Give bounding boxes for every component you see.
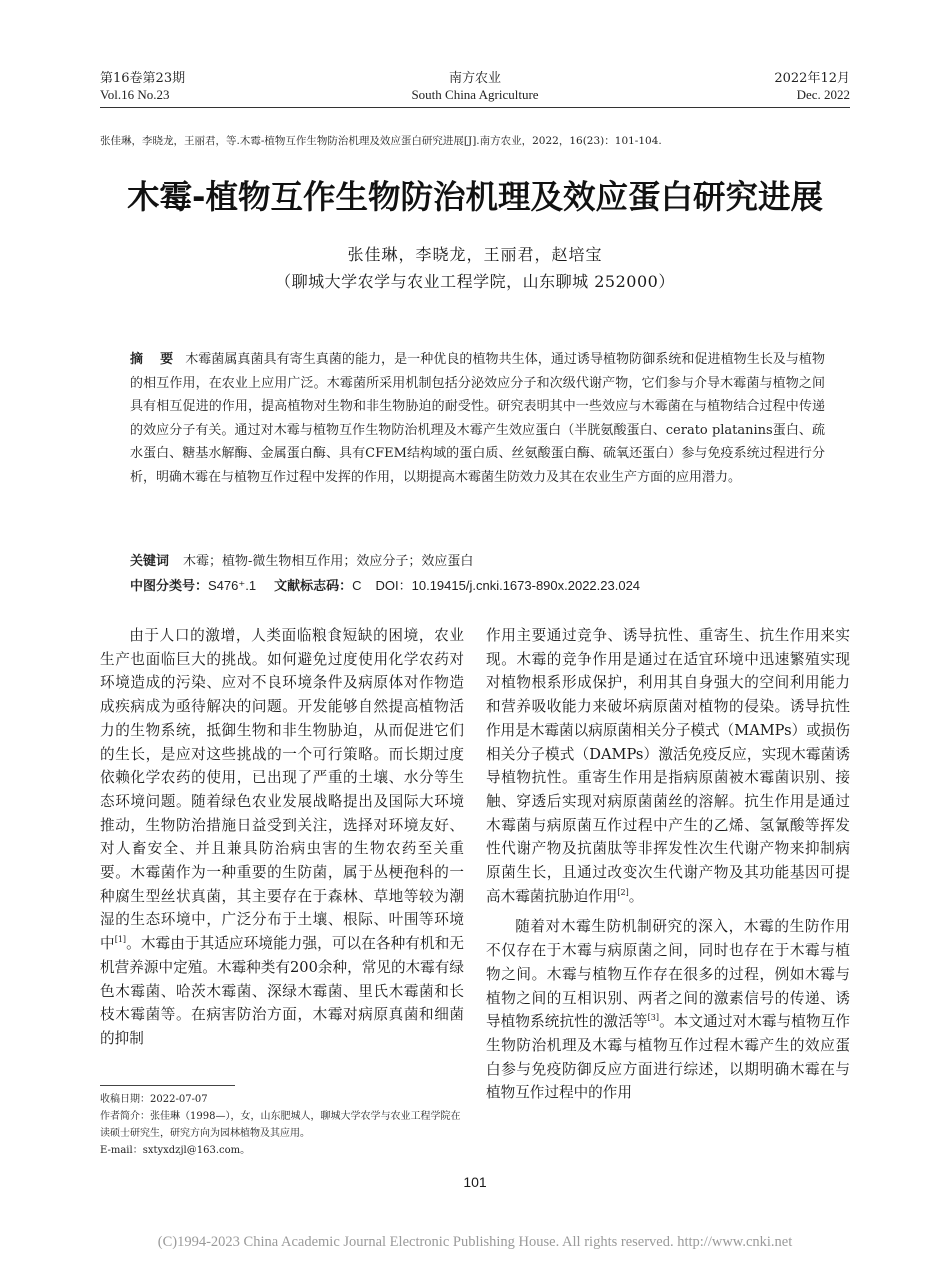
citation-line: 张佳琳，李晓龙，王丽君，等.木霉-植物互作生物防治机理及效应蛋白研究进展[J].南方农业，2022，16(23)：101-104. bbox=[100, 135, 662, 147]
classification-line bbox=[130, 575, 825, 598]
volume-cn: 第16卷第23期 bbox=[100, 71, 186, 86]
journal-volume bbox=[100, 71, 185, 103]
doc-code-value: C bbox=[352, 578, 362, 593]
body-text: 。 bbox=[628, 887, 644, 905]
clc-value: S476⁺.1 bbox=[208, 578, 257, 593]
body-text: 作用主要通过竞争、诱导抗性、重寄生、抗生作用来实现。木霉的竞争作用是通过在适宜环境中迅速繁殖实现对植物根系形成保护，利用其自身强大的空间利用能力和营养吸收能力来破坏病原菌对植物的侵染。诱导抗性作用是木霉菌以病原菌相关分子模式（MAMPs）或损伤相关分子模式（DAMPs）激活免疫反应，实现木霉菌诱导植物抗性。重寄生作用是指病原菌被木霉菌识别、接触、穿透后实现对病原菌菌丝的溶解。抗生作用是通过木霉菌与病原菌互作过程中产生的乙烯、氢氰酸等挥发性代谢产物及抗菌肽等非挥发性次生代谢产物来抑制病原菌生长，且通过改变次生代谢产物及其功能基因可提高木霉菌抗胁迫作用 bbox=[486, 627, 850, 905]
date-en: Dec. 2022 bbox=[796, 87, 850, 102]
reference-mark: [3] bbox=[647, 1013, 659, 1023]
footnote-author-bio: 作者简介：张佳琳（1998—），女，山东肥城人，聊城大学农学与农业工程学院在读硕士研究生，研究方向为园林植物及其应用。 bbox=[100, 1111, 461, 1139]
body-column-left bbox=[100, 624, 464, 1051]
date-cn: 2022年12月 bbox=[774, 71, 850, 86]
body-text: 随着对木霉生防机制研究的深入，木霉的生防作用不仅存在于木霉与病原菌之间，同时也存在于木霉与植物之间。木霉与植物互作存在很多的过程，例如木霉与植物之间的互相识别、两者之间的激素信号的传递、诱导植物系统抗性的激活等 bbox=[486, 918, 850, 1031]
body-paragraph bbox=[486, 915, 850, 1105]
affiliation: （聊城大学农学与农业工程学院，山东聊城 252000） bbox=[275, 272, 675, 291]
keywords-label: 关键词 bbox=[130, 554, 170, 569]
body-column-right bbox=[486, 624, 850, 1105]
reference-mark: [1] bbox=[114, 935, 127, 945]
volume-en: Vol.16 No.23 bbox=[100, 87, 170, 102]
abstract bbox=[130, 348, 825, 490]
keywords bbox=[130, 551, 825, 573]
body-paragraph bbox=[100, 624, 464, 1051]
copyright-watermark: (C)1994-2023 China Academic Journal Electronic Publishing House. All rights reserved. http://www.cnki.net bbox=[157, 1234, 793, 1250]
doi-label: DOI： bbox=[375, 578, 412, 593]
keywords-text: 木霉；植物-微生物相互作用；效应分子；效应蛋白 bbox=[183, 554, 474, 569]
body-text: 。木霉由于其适应环境能力强，可以在各种有机和无机营养源中定殖。木霉种类有200余种，常见的木霉有绿色木霉菌、哈茨木霉菌、深绿木霉菌、里氏木霉菌和长枝木霉菌等。在病害防治方面，木霉对病原真菌和细菌的抑制 bbox=[100, 935, 464, 1047]
journal-name-en: South China Agriculture bbox=[411, 87, 539, 102]
footnote-divider bbox=[100, 1085, 235, 1086]
author-list: 张佳琳，李晓龙，王丽君，赵培宝 bbox=[347, 245, 603, 264]
body-text: 。本文通过对木霉与植物互作生物防治机理及木霉与植物互作过程木霉产生的效应蛋白参与免疫防御反应方面进行综述，以期明确木霉在与植物互作过程中的作用 bbox=[486, 1013, 850, 1102]
reference-mark: [2] bbox=[617, 887, 629, 897]
paper-title: 木霉-植物互作生物防治机理及效应蛋白研究进展 bbox=[127, 178, 823, 216]
footnote-received: 收稿日期：2022-07-07 bbox=[100, 1094, 208, 1105]
journal-date bbox=[774, 71, 850, 103]
footnote-email: E-mail：sxtyxdzjl@163.com。 bbox=[100, 1145, 251, 1156]
body-paragraph bbox=[486, 624, 850, 908]
doc-code-label: 文献标志码： bbox=[274, 579, 353, 594]
clc-label: 中图分类号： bbox=[130, 579, 209, 594]
journal-name bbox=[375, 71, 575, 103]
doi-value: 10.19415/j.cnki.1673-890x.2022.23.024 bbox=[411, 578, 641, 593]
page-number: 101 bbox=[463, 1174, 487, 1190]
header-divider bbox=[100, 107, 850, 108]
abstract-label: 摘 要 bbox=[130, 352, 176, 367]
journal-name-cn: 南方农业 bbox=[448, 71, 501, 86]
body-text: 由于人口的激增，人类面临粮食短缺的困境，农业生产也面临巨大的挑战。如何避免过度使用化学农药对环境造成的污染、应对不良环境条件及病原体对作物造成疾病成为亟待解决的问题。开发能够自然提高植物活力的生物系统，抵御生物和非生物胁迫，从而促进它们的生长，是应对这些挑战的一个可行策略。而长期过度依赖化学农药的使用，已出现了严重的土壤、水分等生态环境问题。随着绿色农业发展战略提出及国际大环境推动，生物防治措施日益受到关注，选择对环境友好、对人畜安全、并且兼具防治病虫害的生物农药至关重要。木霉菌作为一种重要的生防菌，属于丛梗孢科的一种腐生型丝状真菌，其主要存在于森林、草地等较为潮湿的生态环境中，广泛分布于土壤、根际、叶围等环境中 bbox=[100, 627, 464, 953]
abstract-text: 木霉菌属真菌具有寄生真菌的能力，是一种优良的植物共生体，通过诱导植物防御系统和促进植物生长及与植物的相互作用，在农业上应用广泛。木霉菌所采用机制包括分泌效应分子和次级代谢产物，它们参与介导木霉菌与植物之间具有相互促进的作用，提高植物对生物和非生物胁迫的耐受性。研究表明其中一些效应与木霉菌在与植物结合过程中传递的效应分子有关。通过对木霉与植物互作生物防治机理及木霉产生效应蛋白（半胱氨酸蛋白、cerato platanins蛋白、疏水蛋白、糖基水解酶、金属蛋白酶、具有CFEM结构域的蛋白质、丝氨酸蛋白酶、硫氧还蛋白）参与免疫系统过程进行分析，明确木霉在与植物互作过程中发挥的作用，以期提高木霉菌生防效力及其在农业生产方面的应用潜力。 bbox=[130, 352, 825, 485]
